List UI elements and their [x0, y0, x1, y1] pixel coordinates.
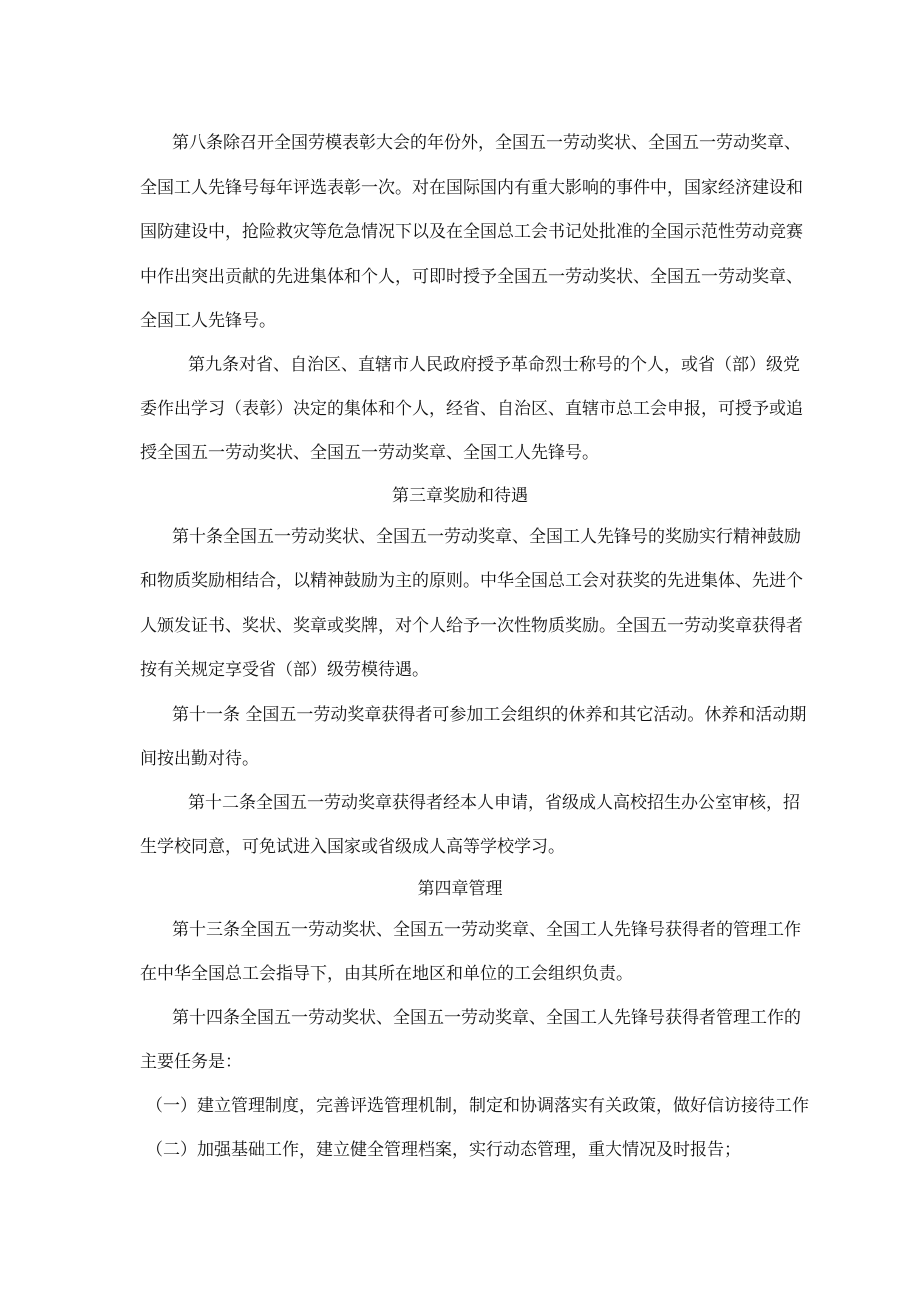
article-9-line-1: 第九条对省、自治区、直辖市人民政府授予革命烈士称号的个人，或省（部）级党: [188, 355, 800, 375]
chapter-4-heading: 第四章管理: [417, 879, 503, 899]
article-8-line-1: 第八条除召开全国劳模表彰大会的年份外，全国五一劳动奖状、全国五一劳动奖章、: [172, 133, 801, 153]
article-12-line-2: 生学校同意，可免试进入国家或省级成人高等学校学习。: [140, 837, 565, 857]
article-8-line-2: 全国工人先锋号每年评选表彰一次。对在国际国内有重大影响的事件中，国家经济建设和: [140, 178, 803, 198]
article-10-line-4: 按有关规定享受省（部）级劳模待遇。: [140, 660, 429, 680]
list-item-1: （一）建立管理制度，完善评选管理机制，制定和协调落实有关政策，做好信访接待工作: [146, 1096, 809, 1116]
article-13-line-1: 第十三条全国五一劳动奖状、全国五一劳动奖章、全国工人先锋号获得者的管理工作: [172, 920, 801, 940]
list-item-2: （二）加强基础工作，建立健全管理档案，实行动态管理，重大情况及时报告；: [146, 1140, 741, 1160]
article-10-line-1: 第十条全国五一劳动奖状、全国五一劳动奖章、全国工人先锋号的奖励实行精神鼓励: [172, 527, 801, 547]
article-12-line-1: 第十二条全国五一劳动奖章获得者经本人申请，省级成人高校招生办公室审核，招: [188, 793, 800, 813]
article-9-line-2: 委作出学习（表彰）决定的集体和个人，经省、自治区、直辖市总工会申报，可授予或追: [140, 399, 803, 419]
article-8-line-3: 国防建设中，抢险救灾等危急情况下以及在全国总工会书记处批准的全国示范性劳动竞赛: [140, 222, 803, 242]
article-8-line-5: 全国工人先锋号。: [140, 311, 276, 331]
article-11-line-2: 间按出勤对待。: [140, 749, 259, 769]
article-13-line-2: 在中华全国总工会指导下，由其所在地区和单位的工会组织负责。: [140, 964, 633, 984]
article-10-line-2: 和物质奖励相结合，以精神鼓励为主的原则。中华全国总工会对获奖的先进集体、先进个: [140, 571, 803, 591]
article-8-line-4: 中作出突出贡献的先进集体和个人，可即时授予全国五一劳动奖状、全国五一劳动奖章、: [140, 267, 803, 287]
article-14-line-2: 主要任务是：: [140, 1052, 242, 1072]
article-14-line-1: 第十四条全国五一劳动奖状、全国五一劳动奖章、全国工人先锋号获得者管理工作的: [172, 1008, 801, 1028]
chapter-3-heading: 第三章奖励和待遇: [392, 486, 528, 506]
article-9-line-3: 授全国五一劳动奖状、全国五一劳动奖章、全国工人先锋号。: [140, 443, 599, 463]
article-11-line-1: 第十一条 全国五一劳动奖章获得者可参加工会组织的休养和其它活动。休养和活动期: [172, 705, 807, 725]
article-10-line-3: 人颁发证书、奖状、奖章或奖牌，对个人给予一次性物质奖励。全国五一劳动奖章获得者: [140, 616, 803, 636]
